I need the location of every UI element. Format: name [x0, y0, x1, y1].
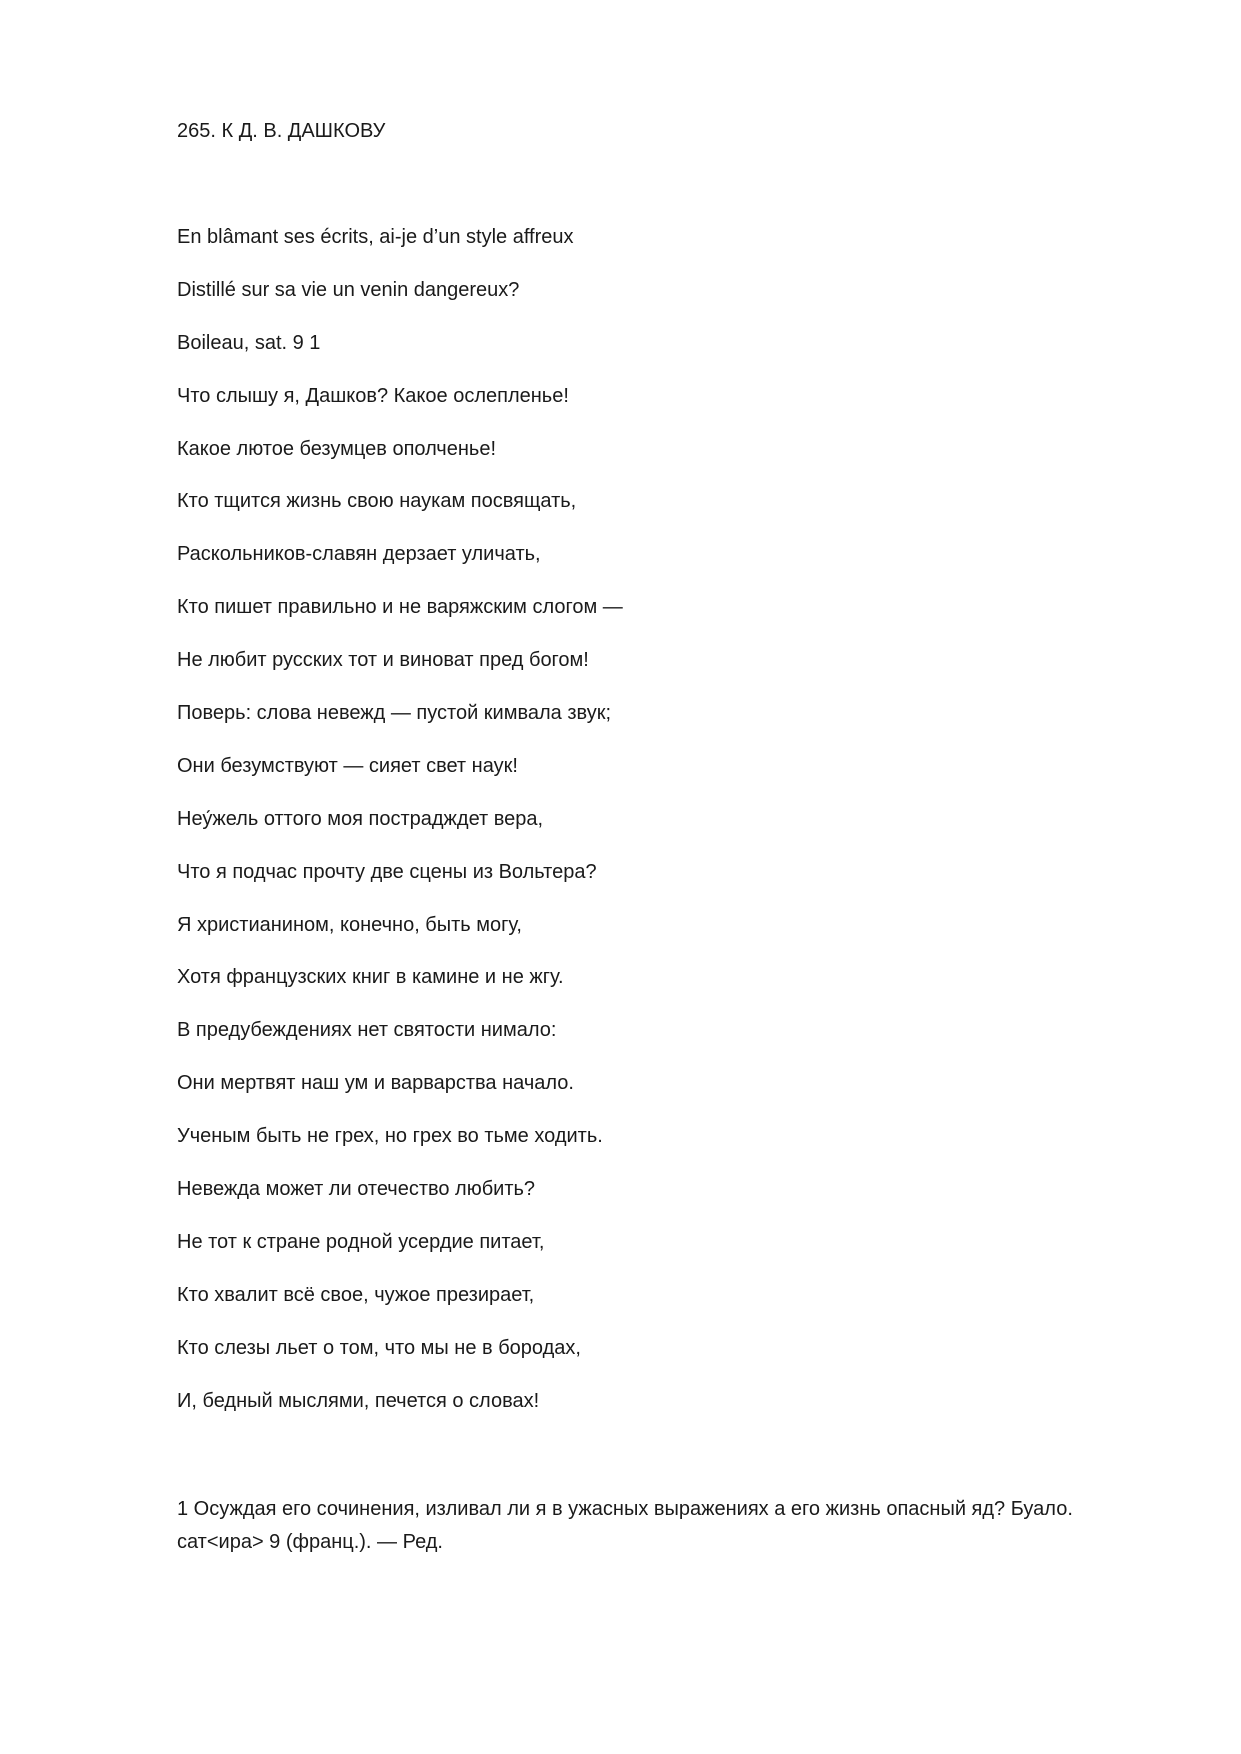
- verse-line: Что я подчас прочту две сцены из Вольтера?: [177, 861, 597, 883]
- verse-line: Раскольников-славян дерзает уличать,: [177, 543, 541, 565]
- epigraph-line: En blâmant ses écrits, ai-je d’un style affreux: [177, 226, 574, 248]
- verse-line: Я христианином, конечно, быть могу,: [177, 914, 522, 936]
- epigraph-line: Distillé sur sa vie un venin dangereux?: [177, 279, 520, 301]
- poem-title: 265. К Д. В. ДАШКОВУ: [177, 120, 386, 142]
- verse-line: Они безумствуют — сияет свет наук!: [177, 755, 518, 777]
- footnote-line: 1 Осуждая его сочинения, изливал ли я в ужасных выражениях а его жизнь опасный яд? Буало.: [177, 1498, 1073, 1520]
- verse-line: В предубеждениях нет святости нимало:: [177, 1019, 557, 1041]
- verse-line: Кто хвалит всё свое, чужое презирает,: [177, 1284, 535, 1306]
- footnote: [177, 1493, 1127, 1559]
- verse-line: Кто слезы льет о том, что мы не в бородах,: [177, 1337, 581, 1359]
- verse-line: Они мертвят наш ум и варварства начало.: [177, 1072, 574, 1094]
- verse-line: Кто пишет правильно и не варяжским слогом —: [177, 596, 623, 618]
- verse-line: Какое лютое безумцев ополченье!: [177, 438, 496, 460]
- verse-line: Не любит русских тот и виноват пред богом!: [177, 649, 589, 671]
- verse-line: Невежда может ли отечество любить?: [177, 1178, 536, 1200]
- footnote-line: сат<ира> 9 (франц.). — Ред.: [177, 1531, 443, 1553]
- verse-line: Хотя французских книг в камине и не жгу.: [177, 966, 564, 988]
- epigraph-source: Boileau, sat. 9 1: [177, 332, 321, 354]
- verse-line: Кто тщится жизнь свою наукам посвящать,: [177, 490, 577, 512]
- verse-line: И, бедный мыслями, печется о словах!: [177, 1390, 540, 1412]
- verse-line: Поверь: слова невежд — пустой кимвала звук;: [177, 702, 612, 724]
- verse-line: Не тот к стране родной усердие питает,: [177, 1231, 545, 1253]
- verse-line: Что слышу я, Дашков? Какое ослепленье!: [177, 385, 569, 407]
- verse-line: Ученым быть не грех, но грех во тьме ходить.: [177, 1125, 603, 1147]
- verse-line: Неу́жель оттого моя пострадждет вера,: [177, 808, 544, 830]
